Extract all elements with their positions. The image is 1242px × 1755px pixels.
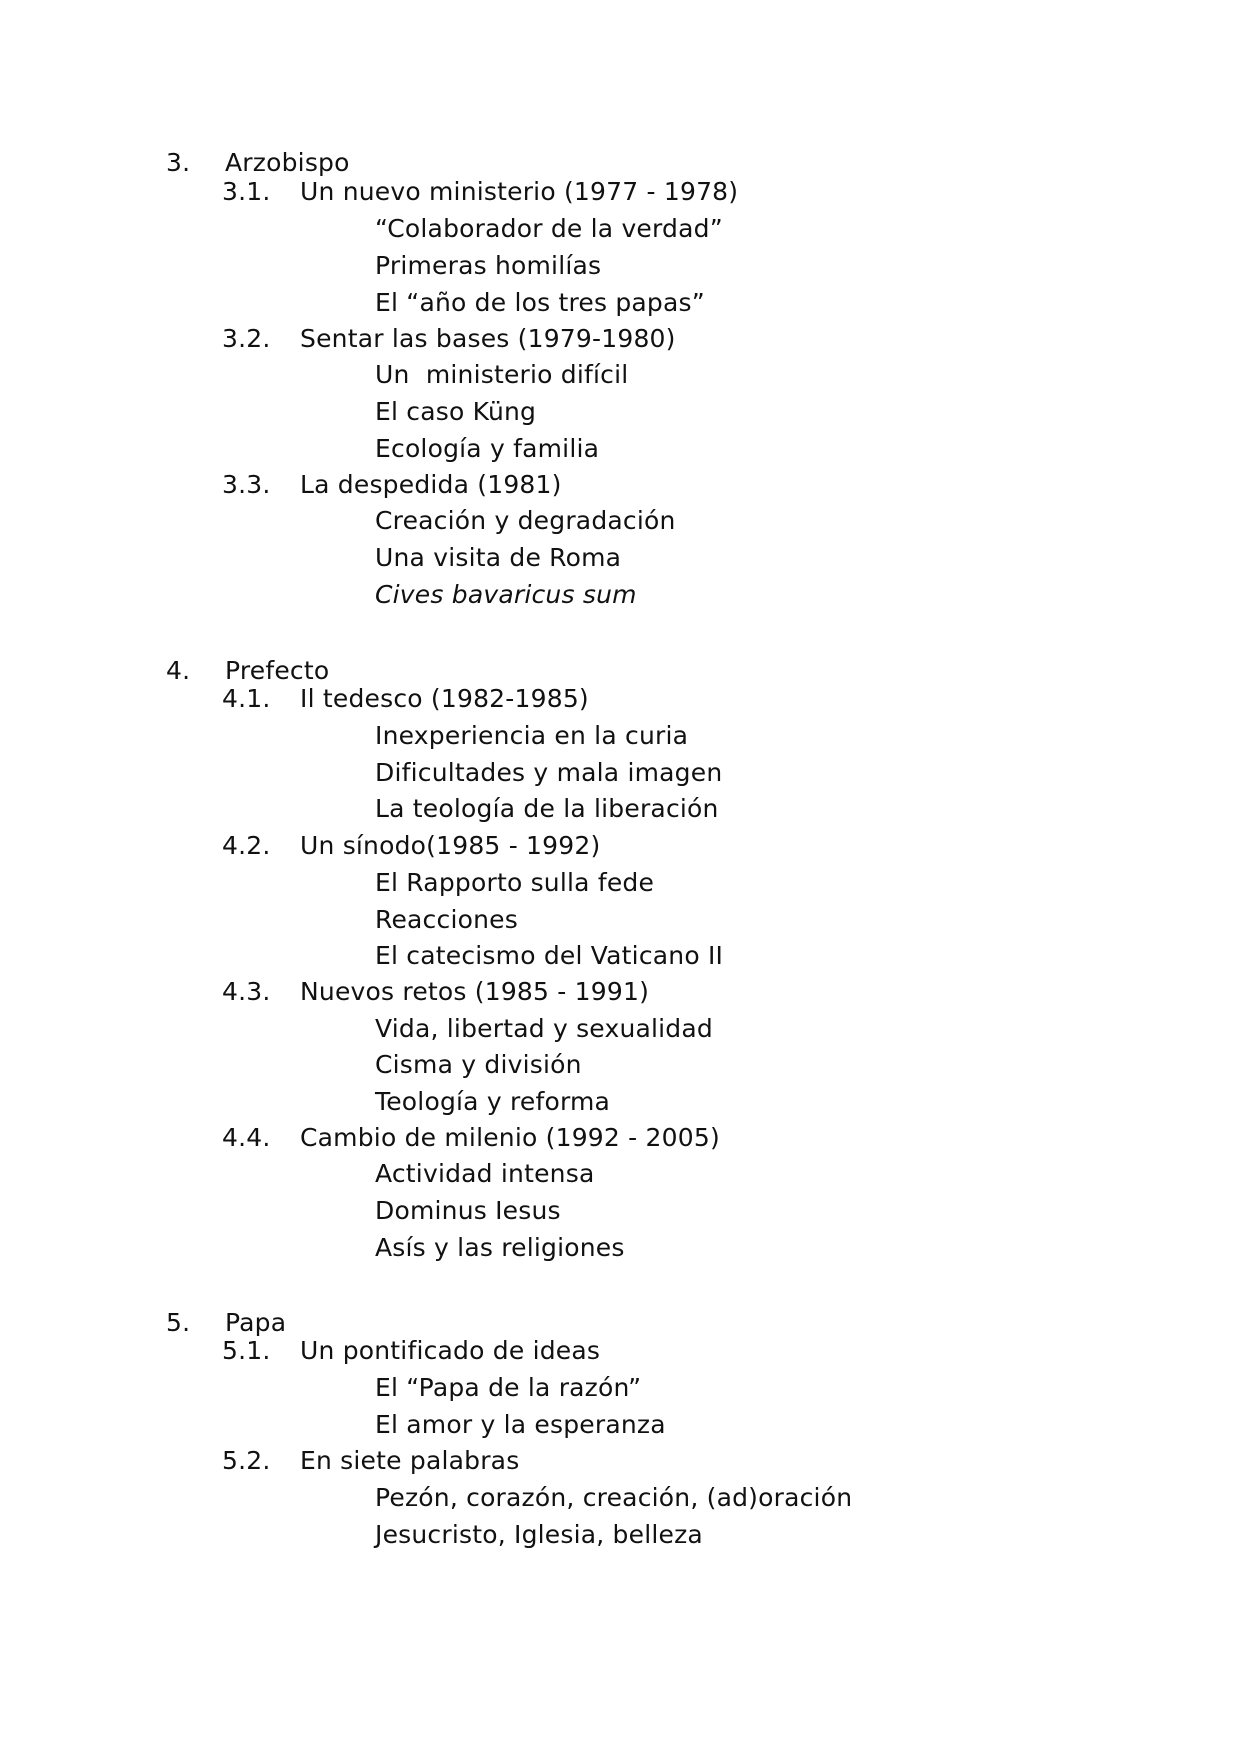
section-title: Un nuevo ministerio (1977 - 1978) [300,177,739,206]
section-number: 4.1. [222,684,271,713]
subsection-item: El “año de los tres papas” [375,288,705,317]
subsection-item: “Colaborador de la verdad” [375,214,723,243]
section-title: Il tedesco (1982-1985) [300,684,589,713]
section-number: 5.1. [222,1336,271,1365]
subsection-item: Teología y reforma [375,1087,611,1116]
subsection-item: Una visita de Roma [375,543,622,572]
subsection-item: El Rapporto sulla fede [375,868,655,897]
chapter-title: Arzobispo [225,148,350,177]
section-number: 4.2. [222,831,271,860]
subsection-item: Inexperiencia en la curia [375,721,689,750]
section-number: 3.1. [222,177,271,206]
section-number: 3.3. [222,470,271,499]
subsection-item: Un ministerio difícil [375,360,629,389]
section-number: 4.3. [222,977,271,1006]
subsection-item: Asís y las religiones [375,1233,625,1262]
subsection-item: Primeras homilías [375,251,602,280]
subsection-item: La teología de la liberación [375,794,719,823]
subsection-item: El amor y la esperanza [375,1410,666,1439]
subsection-item: Jesucristo, Iglesia, belleza [375,1520,703,1549]
subsection-item: Reacciones [375,905,518,934]
chapter-title: Prefecto [225,656,330,685]
chapter-number: 5. [166,1308,191,1337]
subsection-item: Pezón, corazón, creación, (ad)oración [375,1483,853,1512]
chapter-number: 3. [166,148,191,177]
subsection-item: El “Papa de la razón” [375,1373,642,1402]
section-number: 3.2. [222,324,271,353]
section-number: 5.2. [222,1446,271,1475]
subsection-item: Cives bavaricus sum [375,580,637,609]
subsection-item: Ecología y familia [375,434,600,463]
subsection-item: Dominus Iesus [375,1196,561,1225]
section-title: La despedida (1981) [300,470,562,499]
subsection-item: Creación y degradación [375,506,676,535]
subsection-item: Cisma y división [375,1050,582,1079]
section-title: Un pontificado de ideas [300,1336,601,1365]
subsection-item: Dificultades y mala imagen [375,758,723,787]
subsection-item: El caso Küng [375,397,537,426]
section-title: Sentar las bases (1979-1980) [300,324,676,353]
subsection-item: Actividad intensa [375,1159,595,1188]
section-title: En siete palabras [300,1446,520,1475]
section-title: Un sínodo(1985 - 1992) [300,831,601,860]
chapter-title: Papa [225,1308,287,1337]
subsection-item: El catecismo del Vaticano II [375,941,724,970]
subsection-item: Vida, libertad y sexualidad [375,1014,713,1043]
section-number: 4.4. [222,1123,271,1152]
chapter-number: 4. [166,656,191,685]
section-title: Nuevos retos (1985 - 1991) [300,977,650,1006]
section-title: Cambio de milenio (1992 - 2005) [300,1123,720,1152]
